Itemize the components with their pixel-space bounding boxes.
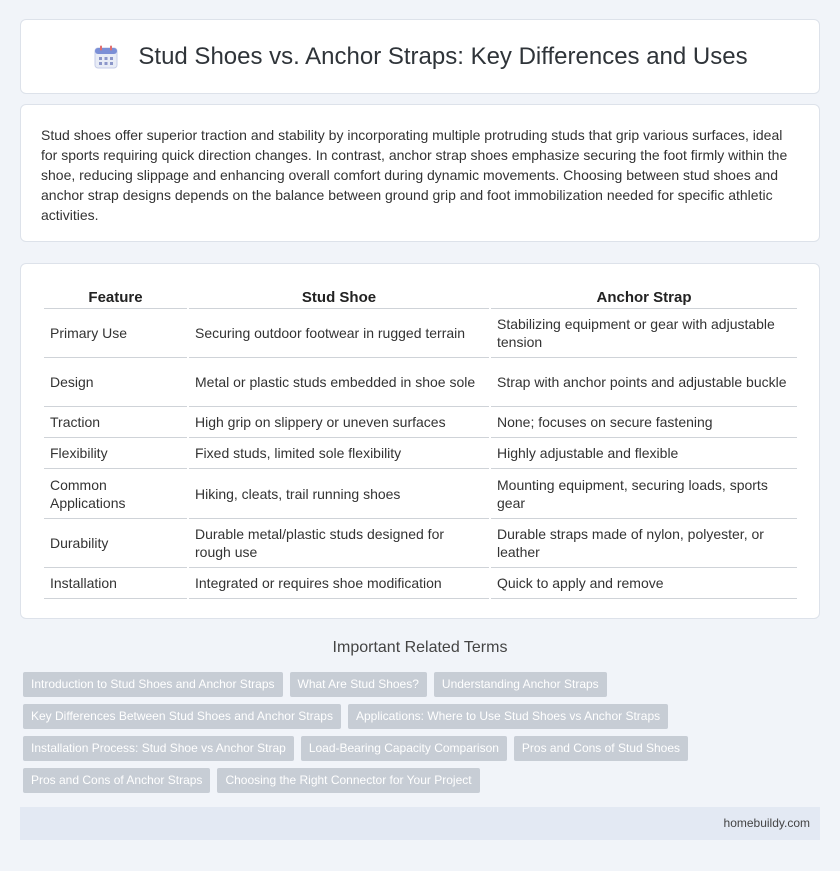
- related-tag[interactable]: What Are Stud Shoes?: [290, 672, 427, 697]
- tag-row: [23, 736, 723, 762]
- related-tag[interactable]: Pros and Cons of Stud Shoes: [514, 736, 688, 761]
- table-cell: Metal or plastic studs embedded in shoe sole: [189, 358, 489, 407]
- footer: [20, 807, 820, 840]
- comparison-table: [42, 284, 799, 599]
- related-tag[interactable]: Load-Bearing Capacity Comparison: [301, 736, 507, 761]
- table-cell: Integrated or requires shoe modification: [189, 568, 489, 599]
- table-cell: Mounting equipment, securing loads, sports gear: [491, 469, 797, 519]
- column-header-anchor-strap: Anchor Strap: [491, 284, 797, 309]
- related-tag[interactable]: Choosing the Right Connector for Your Project: [217, 768, 479, 793]
- table-cell: High grip on slippery or uneven surfaces: [189, 407, 489, 438]
- table-cell: Flexibility: [44, 438, 187, 469]
- table-header-row: [44, 284, 797, 309]
- column-header-feature: Feature: [44, 284, 187, 309]
- table-cell: Design: [44, 358, 187, 407]
- related-tag[interactable]: Introduction to Stud Shoes and Anchor Straps: [23, 672, 283, 697]
- table-cell: Durable straps made of nylon, polyester, or leather: [491, 519, 797, 568]
- table-cell: Durable metal/plastic studs designed for rough use: [189, 519, 489, 568]
- intro-card: [20, 104, 820, 242]
- page-title: Stud Shoes vs. Anchor Straps: Key Differences and Uses: [138, 42, 748, 70]
- table-cell: Strap with anchor points and adjustable buckle: [491, 358, 797, 407]
- table-row: [44, 469, 797, 519]
- table-cell: Primary Use: [44, 309, 187, 358]
- related-tag[interactable]: Understanding Anchor Straps: [434, 672, 607, 697]
- table-cell: Installation: [44, 568, 187, 599]
- calendar-icon: [92, 43, 120, 71]
- table-row: [44, 407, 797, 438]
- column-header-stud-shoe: Stud Shoe: [189, 284, 489, 309]
- related-tag[interactable]: Pros and Cons of Anchor Straps: [23, 768, 210, 793]
- related-terms-title: Important Related Terms: [332, 639, 508, 656]
- related-terms-list: [23, 672, 723, 800]
- related-tag[interactable]: Installation Process: Stud Shoe vs Anchor Strap: [23, 736, 294, 761]
- table-cell: Durability: [44, 519, 187, 568]
- related-tag[interactable]: Key Differences Between Stud Shoes and Anchor Straps: [23, 704, 341, 729]
- tag-row: [23, 768, 723, 794]
- table-row: [44, 568, 797, 599]
- table-cell: Hiking, cleats, trail running shoes: [189, 469, 489, 519]
- table-row: [44, 358, 797, 407]
- table-cell: None; focuses on secure fastening: [491, 407, 797, 438]
- table-cell: Highly adjustable and flexible: [491, 438, 797, 469]
- table-row: [44, 438, 797, 469]
- table-row: [44, 309, 797, 358]
- table-cell: Stabilizing equipment or gear with adjustable tension: [491, 309, 797, 358]
- table-cell: Common Applications: [44, 469, 187, 519]
- intro-paragraph: Stud shoes offer superior traction and stability by incorporating multiple protruding studs that grip various surfaces, ideal for sports requiring quick direction changes. In contrast, anchor strap shoes emphasize securing the foot firmly within the shoe, reducing slippage and enhancing overall comfort during dynamic movements. Choosing between stud shoes and anchor strap designs depends on the balance between ground grip and foot immobilization needed for specific athletic activities.: [41, 127, 788, 223]
- table-cell: Traction: [44, 407, 187, 438]
- table-row: [44, 519, 797, 568]
- related-tag[interactable]: Applications: Where to Use Stud Shoes vs Anchor Straps: [348, 704, 668, 729]
- table-cell: Quick to apply and remove: [491, 568, 797, 599]
- comparison-card: [20, 263, 820, 619]
- footer-site-link[interactable]: homebuildy.com: [723, 816, 810, 830]
- table-cell: Fixed studs, limited sole flexibility: [189, 438, 489, 469]
- tag-row: [23, 672, 723, 698]
- tag-row: [23, 704, 723, 730]
- title-card: [20, 19, 820, 94]
- table-cell: Securing outdoor footwear in rugged terrain: [189, 309, 489, 358]
